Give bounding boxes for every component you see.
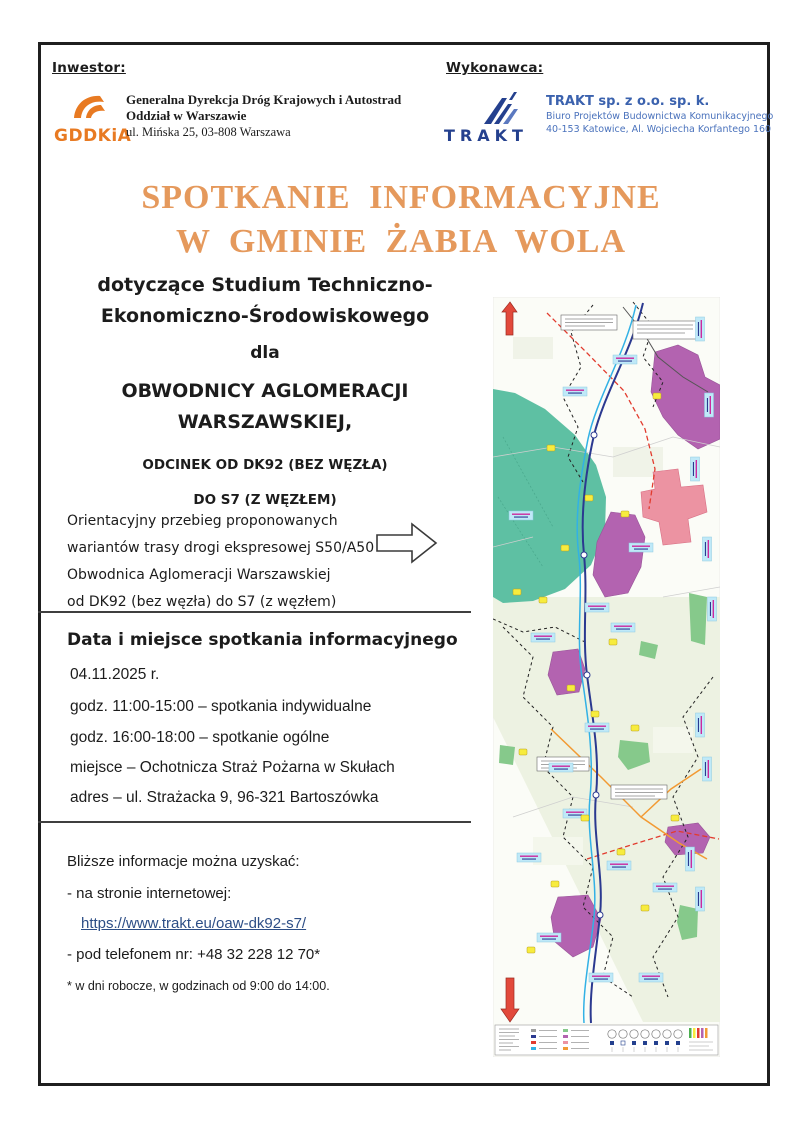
contractor-label: Wykonawca:: [446, 60, 544, 76]
website-link[interactable]: https://www.trakt.eu/oaw-dk92-s7/: [81, 915, 307, 932]
route-map-image: [493, 297, 720, 1061]
subject-line5: WARSZAWSKIEJ,: [177, 411, 353, 433]
meeting-heading: Data i miejsce spotkania informacyjnego: [67, 630, 458, 650]
subject-line4: OBWODNICY AGLOMERACJI: [121, 380, 409, 402]
meeting-address: adres – ul. Strażacka 9, 96-321 Bartoszówka: [70, 789, 379, 806]
investor-org-name: Generalna Dyrekcja Dróg Krajowych i Autostrad: [126, 92, 402, 107]
map-legend: [495, 1025, 718, 1055]
subject-line6: ODCINEK OD DK92 (BEZ WĘZŁA): [142, 457, 388, 473]
investor-label: Inwestor:: [52, 60, 126, 76]
subject-line3: dla: [250, 343, 280, 363]
meeting-place: miejsce – Ochotnicza Straż Pożarna w Skułach: [70, 759, 395, 776]
right-arrow-icon: [376, 522, 438, 568]
page-title-line1: SPOTKANIE INFORMACYJNE: [141, 179, 661, 216]
contractor-org-address: 40-153 Katowice, Al. Wojciecha Korfantego 160: [546, 124, 772, 135]
subject-line2: Ekonomiczno-Środowiskowego: [100, 305, 430, 327]
route-note-line1: Orientacyjny przebieg proponowanych: [67, 513, 338, 529]
contractor-org-name: TRAKT sp. z o.o. sp. k.: [546, 94, 710, 109]
page-title-line2: W GMINIE ŻABIA WOLA: [176, 223, 626, 260]
trakt-wordmark: TRAKT: [444, 126, 528, 145]
contact-phone: - pod telefonem nr: +48 32 228 12 70*: [67, 946, 321, 963]
investor-org-address: ul. Mińska 25, 03-808 Warszawa: [126, 125, 291, 139]
gddkia-wordmark: GDDKiA: [54, 126, 132, 146]
contact-heading: Bliższe informacje można uzyskać:: [67, 853, 300, 870]
contractor-org-desc: Biuro Projektów Budownictwa Komunikacyjnego: [546, 111, 774, 122]
subject-line1: dotyczące Studium Techniczno-: [97, 274, 433, 296]
meeting-date: 04.11.2025 r.: [70, 666, 160, 683]
meeting-time-individual: godz. 11:00-15:00 – spotkania indywidualne: [70, 698, 372, 715]
meeting-time-general: godz. 16:00-18:00 – spotkanie ogólne: [70, 729, 330, 746]
contact-footnote: * w dni robocze, w godzinach od 9:00 do 14:00.: [67, 979, 330, 993]
route-note-line4: od DK92 (bez węzła) do S7 (z węzłem): [67, 594, 337, 610]
subject-line7: DO S7 (Z WĘZŁEM): [193, 492, 337, 508]
subject-block: [55, 270, 475, 508]
route-note: [67, 508, 397, 616]
investor-org-branch: Oddział w Warszawie: [126, 108, 247, 123]
divider: [38, 611, 471, 613]
route-note-line2: wariantów trasy drogi ekspresowej S50/A50: [67, 540, 375, 556]
trakt-logo-icon: [478, 92, 524, 130]
divider: [38, 821, 471, 823]
route-note-line3: Obwodnica Aglomeracji Warszawskiej: [67, 567, 331, 583]
contact-web-label: - na stronie internetowej:: [67, 885, 232, 902]
